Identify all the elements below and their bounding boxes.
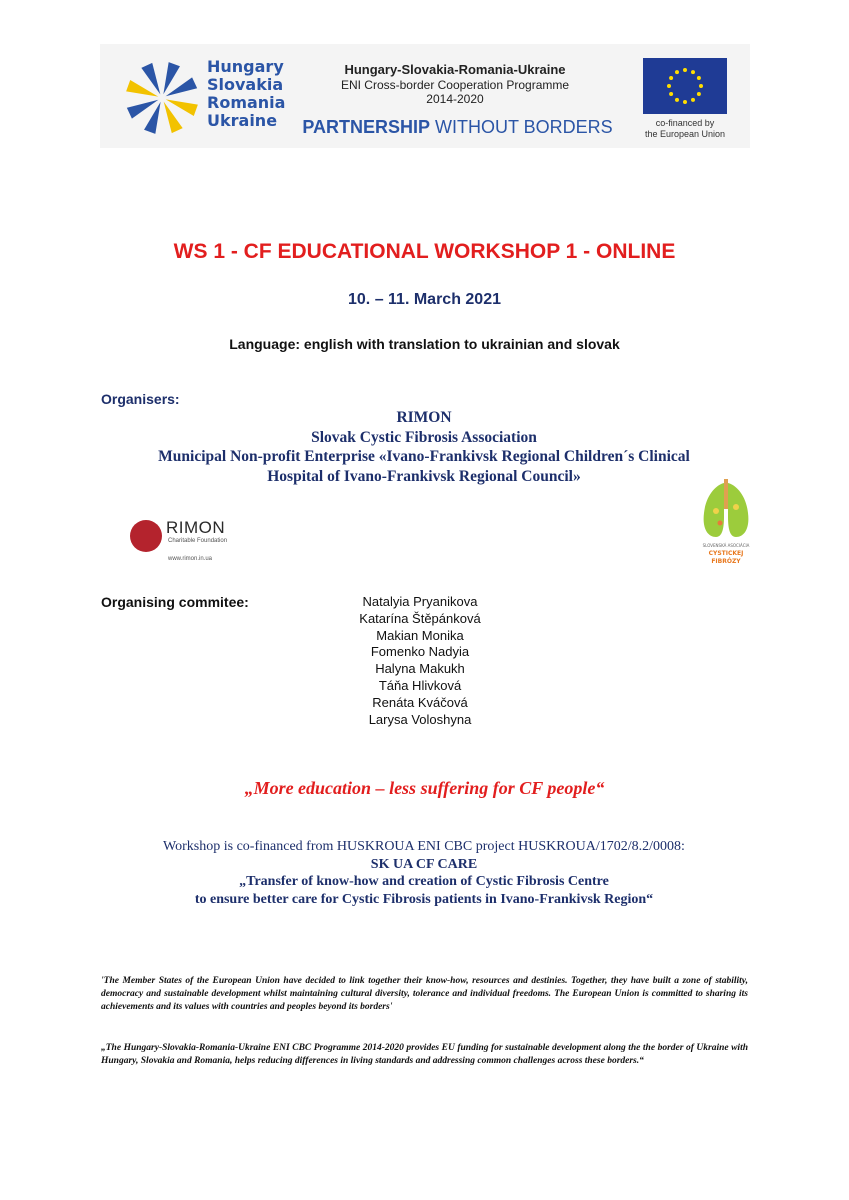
programme-subtitle: [300, 78, 610, 106]
motto: „More education – less suffering for CF people“: [244, 778, 605, 798]
committee-member: Táňa Hlivková: [378, 677, 462, 693]
organiser-item: Municipal Non-profit Enterprise «Ivano-Frankivsk Regional Children´s Clinical: [158, 448, 690, 465]
eu-caption-line2: the European Union: [644, 129, 726, 139]
rimon-logo-url: www.rimon.in.ua: [168, 556, 213, 562]
organiser-item: Hospital of Ivano-Frankivsk Regional Council»: [267, 467, 581, 485]
cofinancing-line: Workshop is co-financed from HUSKROUA ENI CBC project HUSKROUA/1702/8.2/0008:: [163, 839, 685, 854]
language-line: Language: english with translation to ukrainian and slovak: [229, 336, 620, 352]
programme-star-logo-icon: [122, 58, 202, 138]
committee-member: Renáta Kváčová: [372, 694, 468, 710]
organisers-label: Organisers:: [101, 391, 180, 407]
cf-logo-text-line2: CYSTICKEJ: [708, 550, 744, 557]
committee-label: Organising commitee:: [101, 594, 249, 610]
rimon-logo-name: RIMON: [166, 518, 226, 537]
project-title-line1: „Transfer of know-how and creation of Cystic Fibrosis Centre: [239, 874, 609, 889]
logo-line-slovakia: Slovakia: [207, 75, 284, 94]
committee-member: Makian Monika: [376, 627, 464, 643]
programme-disclaimer-note: „The Hungary-Slovakia-Romania-Ukraine ENI CBC Programme 2014-2020 provides EU funding for sustainable development along the the border of Ukraine with Hungary, Slovakia and Romania, helps reducing differences in living standards and addressing common challenges across these borders.“: [101, 1043, 748, 1066]
logo-line-ukraine: Ukraine: [207, 111, 278, 130]
cf-logo-text-line1: SLOVENSKÁ ASOCIÁCIA: [702, 543, 750, 548]
committee-member: Fomenko Nadyia: [370, 644, 470, 660]
rimon-logo: [130, 518, 230, 564]
project-acronym: SK UA CF CARE: [370, 856, 478, 872]
committee-member: Katarína Štěpánková: [359, 610, 481, 626]
page-title: WS 1 - CF EDUCATIONAL WORKSHOP 1 - ONLINE: [173, 240, 676, 263]
committee-member: Larysa Voloshyna: [368, 711, 472, 727]
partnership-rest: WITHOUT BORDERS: [430, 117, 613, 137]
cofinancing-statement: [100, 838, 748, 908]
partnership-slogan: [295, 117, 620, 138]
project-title-line2: to ensure better care for Cystic Fibrosis patients in Ivano-Frankivsk Region“: [194, 891, 654, 907]
eu-flag-icon: [643, 58, 727, 114]
cf-association-logo-icon: [694, 477, 758, 569]
event-date: 10. – 11. March 2021: [348, 291, 501, 308]
programme-title: Hungary-Slovakia-Romania-Ukraine: [344, 62, 566, 77]
organisers-list: [100, 408, 748, 486]
organiser-item: RIMON: [396, 409, 452, 426]
rimon-emblem-icon: [130, 520, 162, 552]
cf-logo-text-line3: FIBRÓZY: [711, 558, 741, 565]
eu-disclaimer-note: 'The Member States of the European Union have decided to link together their know-how, resources and destinies. Together, they have built a zone of stability, democracy and sustainable development whilst maintaining cultural diversity, tolerance and individual freedoms. The European Union is committed to sharing its achievements and its values with countries and peoples beyond its borders': [101, 976, 748, 1012]
eu-cofinanced-caption: [632, 118, 738, 140]
rimon-logo-subtitle: Charitable Foundation: [168, 538, 228, 544]
organiser-item: Slovak Cystic Fibrosis Association: [311, 428, 537, 446]
partnership-bold: PARTNERSHIP: [302, 117, 430, 137]
logo-line-romania: Romania: [207, 93, 286, 112]
committee-member: Natalyia Pryanikova: [362, 594, 478, 609]
logo-line-hungary: Hungary: [207, 57, 284, 76]
committee-member: Halyna Makukh: [375, 661, 465, 677]
programme-subtitle-line: ENI Cross-border Cooperation Programme: [340, 78, 570, 92]
committee-list: [320, 594, 520, 728]
programme-logo-text: [207, 58, 297, 130]
eu-caption-line1: co-financed by: [655, 118, 715, 128]
programme-years: 2014-2020: [426, 92, 484, 106]
